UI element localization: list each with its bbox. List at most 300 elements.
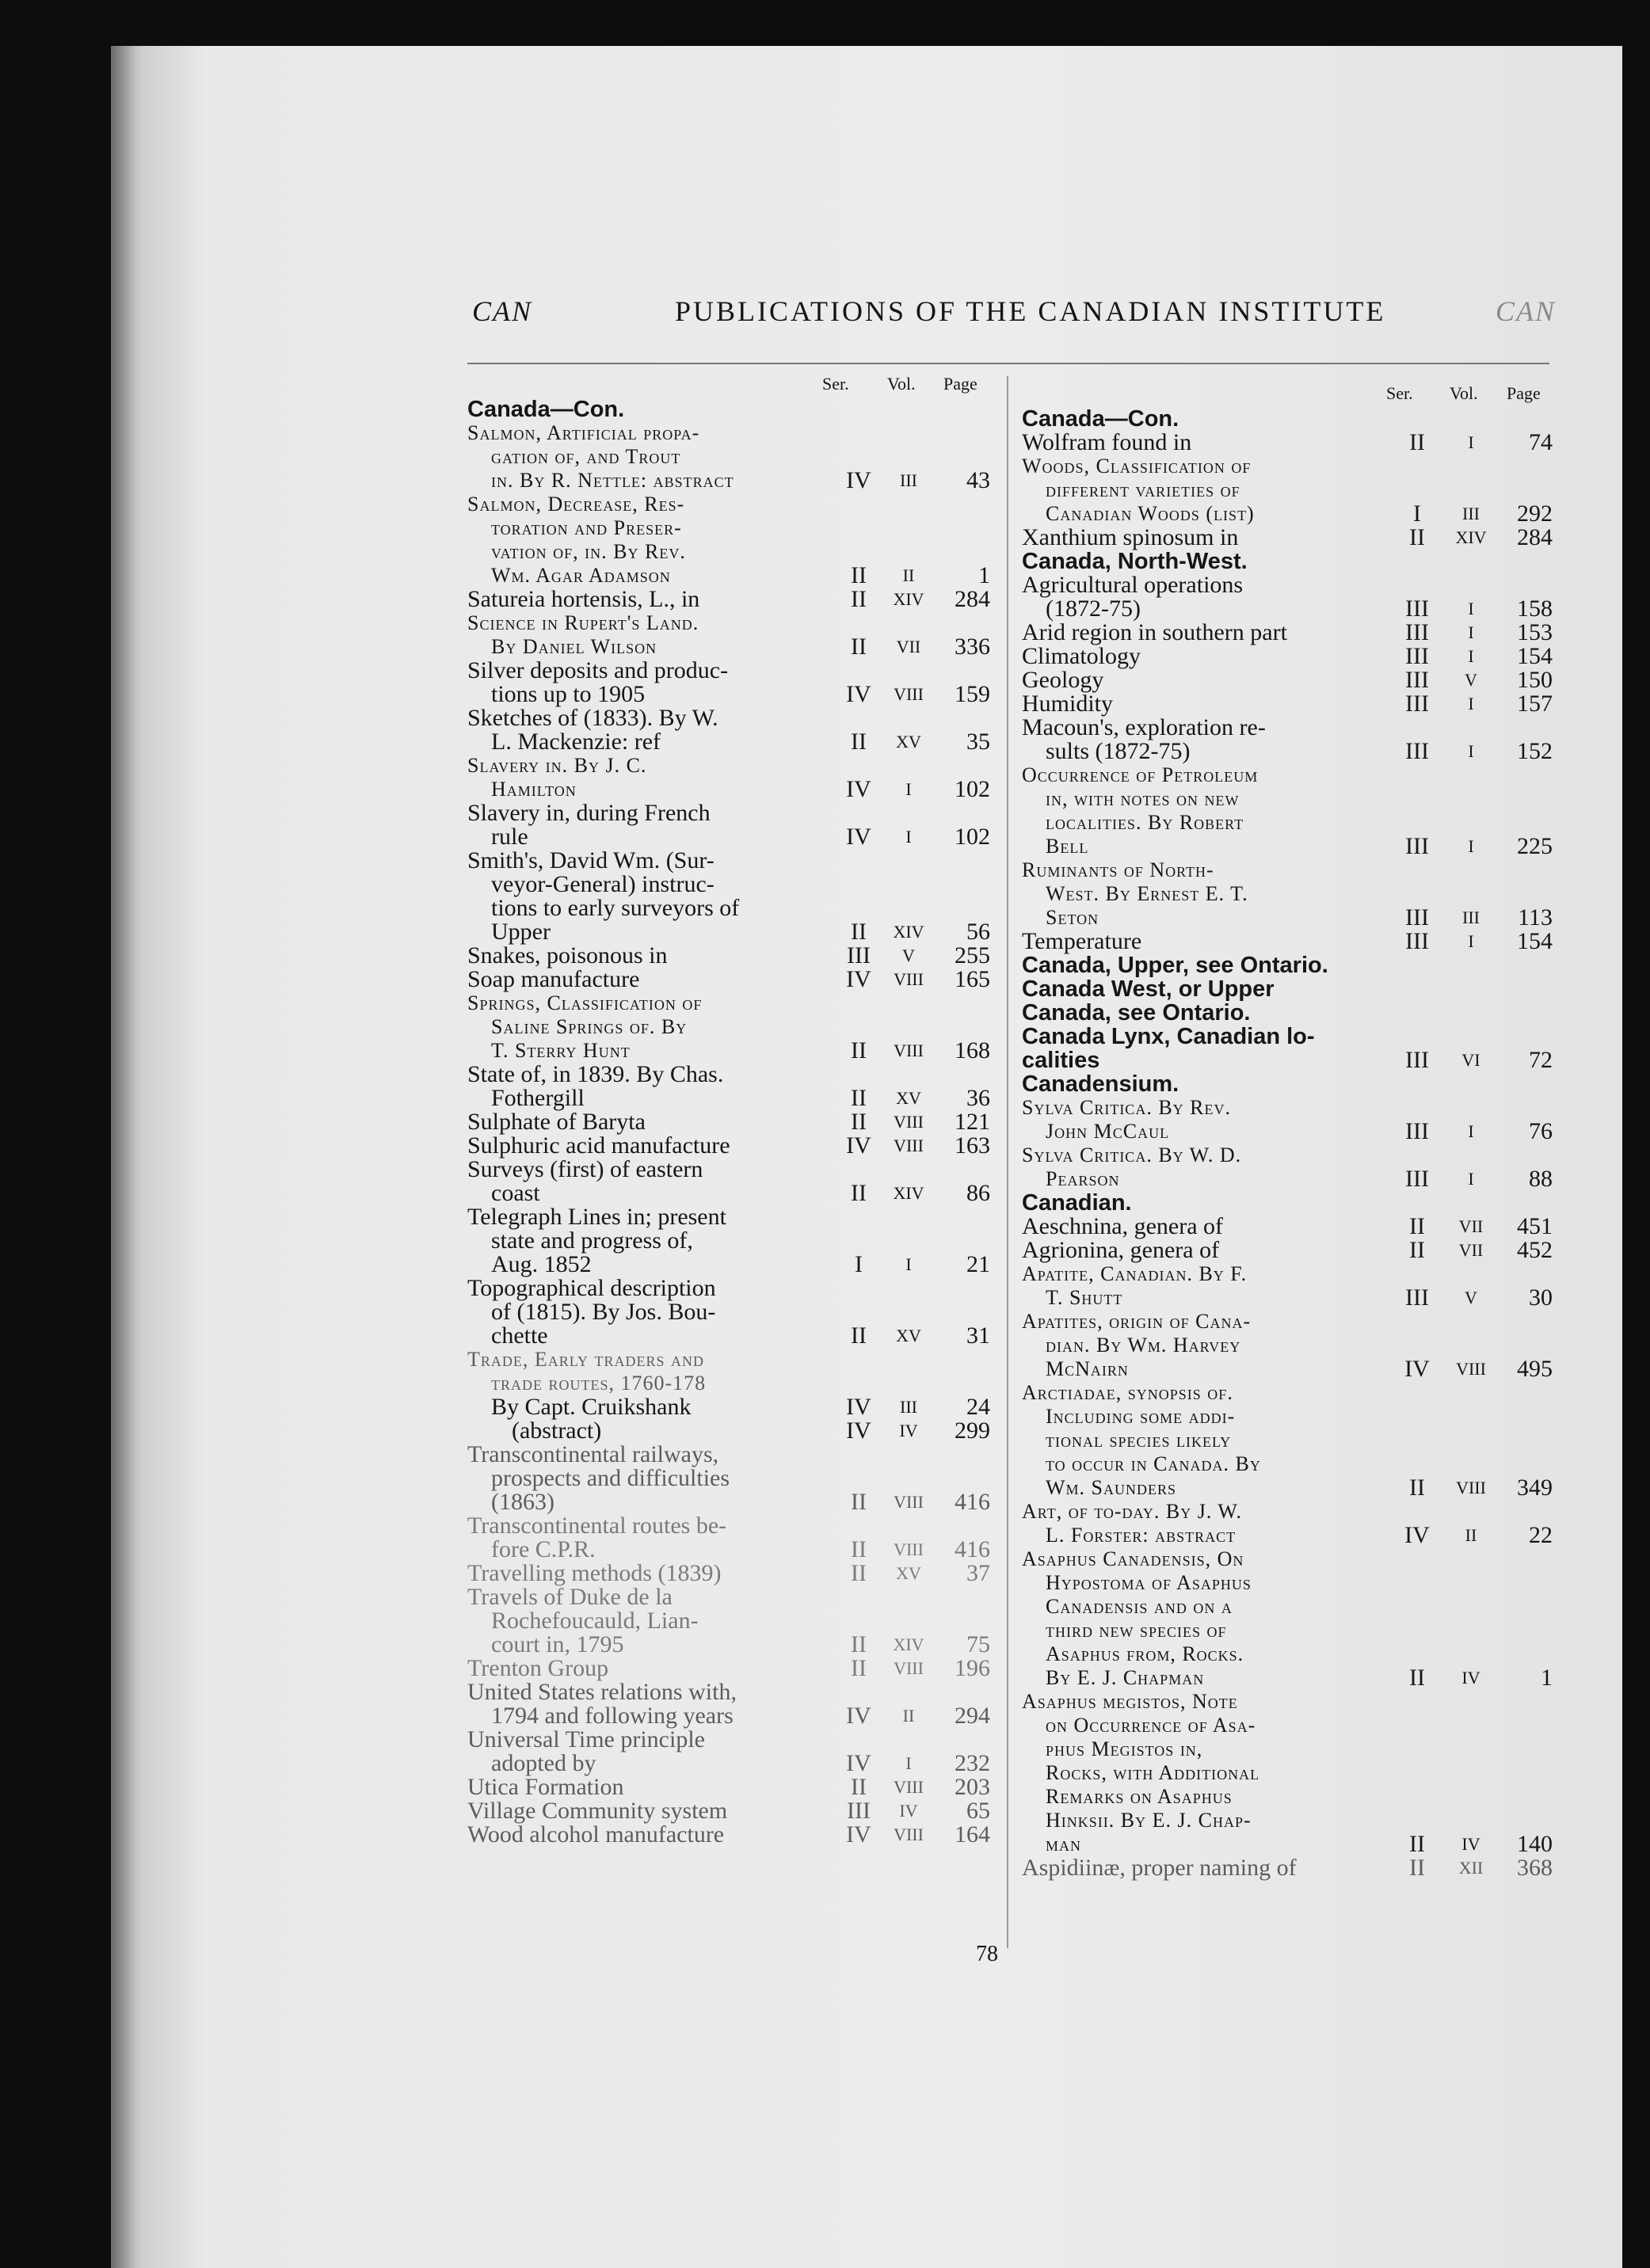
entry-text-line: in, with notes on new	[1046, 787, 1240, 810]
index-entry	[467, 1775, 990, 1799]
entry-text-line: (abstract)	[512, 1418, 602, 1444]
entry-text-line: Silver deposits and produc-	[467, 657, 729, 683]
series-number: II	[851, 1536, 867, 1562]
series-number: III	[1405, 1047, 1429, 1073]
page-reference: 225	[1517, 833, 1553, 859]
series-number: II	[1409, 429, 1425, 455]
vol-header: Vol.	[887, 374, 916, 394]
entry-text-line: Surveys (first) of eastern	[467, 1156, 703, 1182]
entry-text-line: Wm. Agar Adamson	[491, 564, 671, 587]
series-number: II	[851, 729, 867, 755]
entry-text-line: Canadian.	[1022, 1190, 1132, 1216]
page-reference: 121	[955, 1109, 990, 1135]
page-reference: 164	[955, 1821, 990, 1848]
entry-text-line: Wm. Saunders	[1046, 1476, 1177, 1499]
entry-text-line: Geology	[1022, 667, 1104, 693]
entry-text-line: Canada Lynx, Canadian lo-	[1022, 1024, 1315, 1049]
page-reference: 495	[1517, 1356, 1553, 1382]
entry-text-line: trade routes, 1760-178	[491, 1372, 707, 1395]
page-reference: 451	[1517, 1213, 1553, 1239]
page-reference: 165	[955, 966, 990, 992]
entry-text-line: localities. By Robert	[1046, 811, 1244, 834]
index-entry	[467, 1110, 990, 1134]
volume-number: XIV	[893, 589, 924, 609]
index-heading	[1022, 1025, 1551, 1072]
series-number: III	[1405, 1118, 1429, 1144]
entry-text-line: Asaphus megistos, Note	[1022, 1690, 1238, 1713]
series-number: II	[851, 1037, 867, 1064]
index-entry	[1022, 1096, 1551, 1144]
volume-number: VIII	[1456, 1359, 1486, 1379]
page-reference: 157	[1517, 691, 1553, 717]
series-number: IV	[846, 824, 871, 850]
entry-text-line: John McCaul	[1046, 1120, 1170, 1143]
column-divider	[1007, 376, 1008, 1948]
page-header: Page	[1507, 383, 1541, 403]
index-entry	[467, 611, 990, 659]
index-entry	[1022, 455, 1551, 526]
page-reference: 163	[955, 1132, 990, 1159]
entry-text-line: West. By Ernest E. T.	[1046, 882, 1248, 905]
volume-number: VIII	[894, 1825, 924, 1844]
entry-text-line: Ruminants of North-	[1022, 858, 1214, 881]
page-reference: 113	[1518, 904, 1553, 930]
page-reference: 1	[1541, 1665, 1553, 1691]
entry-text-line: Canadian Woods (list)	[1046, 502, 1255, 525]
volume-number: II	[902, 1706, 915, 1726]
entry-text-line: Rochefoucauld, Lian-	[491, 1608, 699, 1634]
entry-text-line: Canada, Upper, see Ontario.	[1022, 953, 1328, 978]
page-reference: 416	[955, 1536, 990, 1562]
page-reference: 336	[955, 634, 990, 660]
entry-text-line: Temperature	[1022, 928, 1142, 954]
volume-number: V	[902, 946, 915, 965]
volume-number: I	[1468, 1121, 1474, 1141]
entry-text-line: state and progress of,	[491, 1227, 693, 1254]
series-number: II	[851, 634, 867, 660]
index-entry	[467, 944, 990, 968]
volume-number: I	[1468, 836, 1474, 856]
entry-text-line: Canada West, or Upper	[1022, 976, 1275, 1002]
entry-text-line: By Daniel Wilson	[491, 635, 657, 658]
page-reference: 292	[1517, 500, 1553, 527]
series-number: IV	[846, 1750, 871, 1776]
volume-number: VIII	[894, 684, 924, 704]
volume-number: I	[1468, 741, 1474, 761]
entry-text-line: Sulphuric acid manufacture	[467, 1132, 730, 1159]
index-entry	[467, 968, 990, 991]
ser-header: Ser.	[822, 374, 849, 394]
volume-number: VIII	[894, 1136, 924, 1155]
entry-text-line: prospects and difficulties	[491, 1465, 730, 1491]
series-number: II	[851, 1655, 867, 1681]
series-number: II	[851, 1180, 867, 1206]
entry-text-line: Canada—Con.	[1022, 406, 1179, 432]
entry-text-line: chette	[491, 1322, 548, 1349]
entry-text-line: Topographical description	[467, 1275, 716, 1301]
page-reference: 168	[955, 1037, 990, 1064]
volume-number: III	[900, 1397, 917, 1417]
entry-text-line: McNairn	[1046, 1357, 1129, 1380]
page-reference: 75	[966, 1631, 990, 1657]
index-entry	[467, 1443, 990, 1514]
index-entry	[467, 1799, 990, 1823]
volume-number: XIV	[893, 1634, 924, 1654]
index-entry	[467, 801, 990, 849]
series-number: II	[1409, 1665, 1425, 1691]
entry-text-line: Hinksii. By E. J. Chap-	[1046, 1809, 1252, 1832]
series-number: II	[851, 1322, 867, 1349]
volume-number: IV	[899, 1421, 918, 1440]
series-number: IV	[846, 966, 871, 992]
page-reference: 299	[955, 1418, 990, 1444]
index-entry	[467, 1205, 990, 1277]
page-reference: 368	[1517, 1855, 1553, 1881]
volume-number: VIII	[894, 1777, 924, 1797]
series-number: III	[847, 942, 871, 968]
index-entry	[1022, 1547, 1551, 1690]
index-entry	[1022, 621, 1551, 645]
entry-text-line: Wolfram found in	[1022, 429, 1192, 455]
volume-number: VII	[1458, 1216, 1484, 1236]
series-number: IV	[846, 681, 871, 707]
entry-text-line: Asaphus from, Rocks.	[1046, 1642, 1244, 1665]
series-number: I	[855, 1251, 863, 1277]
series-number: II	[1409, 1831, 1425, 1857]
page-reference: 255	[955, 942, 990, 968]
left-column-headers	[467, 374, 990, 398]
volume-number: VIII	[894, 1539, 924, 1559]
page-reference: 88	[1529, 1166, 1553, 1192]
entry-text-line: Sylva Critica. By W. D.	[1022, 1144, 1242, 1166]
entry-text-line: Trenton Group	[467, 1655, 609, 1681]
page-reference: 153	[1517, 619, 1553, 645]
entry-text-line: Art, of to-day. By J. W.	[1022, 1500, 1243, 1523]
vol-header: Vol.	[1450, 383, 1478, 403]
page-reference: 152	[1517, 738, 1553, 764]
entry-text-line: Remarks on Asaphus	[1046, 1785, 1233, 1808]
index-entry	[467, 493, 990, 588]
volume-number: I	[905, 1753, 912, 1773]
index-heading	[1022, 953, 1551, 977]
entry-text-line: T. Sterry Hunt	[491, 1039, 631, 1062]
page-binding-edge	[111, 46, 135, 2268]
index-entry	[1022, 763, 1551, 858]
series-number: IV	[846, 1703, 871, 1729]
page-reference: 159	[955, 681, 990, 707]
volume-number: II	[902, 565, 915, 585]
series-number: II	[851, 1085, 867, 1111]
volume-number: IV	[1461, 1834, 1480, 1854]
entry-text-line: Macoun's, exploration re-	[1022, 714, 1266, 740]
entry-text-line: (1872-75)	[1046, 596, 1141, 622]
entry-text-line: in. By R. Nettle: abstract	[491, 469, 734, 492]
index-entry	[467, 991, 990, 1063]
volume-number: XIV	[893, 1183, 924, 1203]
index-entry	[467, 754, 990, 801]
series-number: IV	[846, 1394, 871, 1420]
entry-text-line: Canada, North-West.	[1022, 549, 1248, 574]
index-entry	[467, 421, 990, 493]
entry-text-line: Rocks, with Additional	[1046, 1761, 1260, 1784]
volume-number: VII	[896, 637, 921, 656]
series-number: II	[1409, 1213, 1425, 1239]
entry-text-line: sults (1872-75)	[1046, 738, 1191, 764]
page-reference: 294	[955, 1703, 990, 1729]
entry-text-line: phus Megistos in,	[1046, 1737, 1203, 1760]
entry-text-line: Arctiadae, synopsis of.	[1022, 1381, 1233, 1404]
page-reference: 86	[966, 1180, 990, 1206]
series-number: IV	[846, 776, 871, 802]
index-entry	[467, 1585, 990, 1657]
series-number: IV	[846, 467, 871, 493]
entry-text-line: Apatite, Canadian. By F.	[1022, 1262, 1248, 1285]
index-heading	[1022, 407, 1551, 431]
index-entry	[467, 1514, 990, 1562]
series-number: II	[851, 1631, 867, 1657]
page-reference: 416	[955, 1489, 990, 1515]
entry-text-line: Canadensis and on a	[1046, 1595, 1233, 1618]
page-reference: 150	[1517, 667, 1553, 693]
entry-text-line: Salmon, Decrease, Res-	[467, 493, 685, 516]
index-entry	[467, 1277, 990, 1348]
index-entry	[1022, 1381, 1551, 1500]
volume-number: XIV	[1455, 527, 1487, 547]
header-rule	[467, 363, 1549, 364]
entry-text-line: Satureia hortensis, L., in	[467, 586, 700, 612]
series-number: III	[1405, 1284, 1429, 1311]
entry-text-line: Travelling methods (1839)	[467, 1560, 722, 1586]
index-entry	[1022, 431, 1551, 455]
index-entry	[467, 659, 990, 706]
series-number: IV	[846, 1418, 871, 1444]
volume-number: I	[905, 1254, 912, 1274]
series-number: IV	[846, 1821, 871, 1848]
entry-text-line: Pearson	[1046, 1167, 1120, 1190]
entry-text-line: By Capt. Cruikshank	[491, 1394, 692, 1420]
page-reference: 76	[1529, 1118, 1553, 1144]
entry-text-line: Village Community system	[467, 1798, 728, 1824]
series-number: III	[1405, 833, 1429, 859]
entry-text-line: Smith's, David Wm. (Sur-	[467, 847, 714, 873]
volume-number: VIII	[894, 1492, 924, 1512]
series-number: I	[1413, 500, 1421, 527]
volume-number: II	[1465, 1525, 1477, 1545]
index-entry	[467, 1657, 990, 1680]
entry-text-line: Arid region in southern part	[1022, 619, 1287, 645]
volume-number: I	[1468, 432, 1474, 452]
entry-text-line: Sulphate of Baryta	[467, 1109, 646, 1135]
entry-text-line: Hamilton	[491, 778, 577, 801]
running-header	[0, 295, 1650, 334]
series-number: II	[1409, 1855, 1425, 1881]
series-number: III	[1405, 691, 1429, 717]
volume-number: III	[900, 470, 917, 490]
index-entry	[1022, 930, 1551, 953]
entry-text-line: Travels of Duke de la	[467, 1584, 673, 1610]
page-reference: 30	[1529, 1284, 1553, 1311]
index-entry	[467, 1728, 990, 1775]
entry-text-line: Aug. 1852	[491, 1251, 592, 1277]
volume-number: VIII	[894, 969, 924, 989]
entry-text-line: third new species of	[1046, 1619, 1227, 1642]
page-reference: 232	[955, 1750, 990, 1776]
entry-text-line: vation of, in. By Rev.	[491, 540, 686, 563]
index-entry	[467, 1680, 990, 1728]
series-number: III	[1405, 643, 1429, 669]
index-entry	[1022, 692, 1551, 716]
entry-text-line: Aeschnina, genera of	[1022, 1213, 1224, 1239]
entry-text-line: different varieties of	[1046, 478, 1240, 501]
volume-number: IV	[1461, 1668, 1480, 1688]
volume-number: VII	[1458, 1240, 1484, 1260]
entry-text-line: Universal Time principle	[467, 1726, 705, 1752]
series-number: III	[1405, 667, 1429, 693]
entry-text-line: veyor-General) instruc-	[491, 871, 714, 897]
entry-text-line: Wood alcohol manufacture	[467, 1821, 725, 1848]
entry-text-line: Slavery in. By J. C.	[467, 754, 647, 777]
entry-text-line: Humidity	[1022, 691, 1114, 717]
page-reference: 196	[955, 1655, 990, 1681]
entry-text-line: man	[1046, 1832, 1082, 1855]
index-entry	[1022, 1690, 1551, 1856]
series-number: III	[1405, 738, 1429, 764]
page-number: 78	[976, 1942, 998, 1966]
index-entry	[467, 1348, 990, 1395]
index-entry	[1022, 1239, 1551, 1262]
page-reference: 102	[955, 776, 990, 802]
series-number: II	[1409, 524, 1425, 550]
index-heading	[1022, 1072, 1551, 1096]
volume-number: XV	[896, 1088, 921, 1108]
index-entry	[1022, 1144, 1551, 1191]
volume-number: I	[1468, 646, 1474, 666]
series-number: II	[851, 1489, 867, 1515]
entry-text-line: to occur in Canada. By	[1046, 1452, 1261, 1475]
series-number: II	[851, 919, 867, 945]
volume-number: I	[1468, 599, 1474, 618]
entry-text-line: Trade, Early traders and	[467, 1348, 704, 1371]
index-entry	[1022, 1262, 1551, 1310]
entry-text-line: adopted by	[491, 1750, 596, 1776]
series-number: II	[851, 586, 867, 612]
entry-text-line: Slavery in, during French	[467, 800, 711, 826]
page-reference: 140	[1517, 1831, 1553, 1857]
series-number: III	[1405, 1166, 1429, 1192]
index-entry	[467, 1823, 990, 1847]
index-entry	[467, 1419, 990, 1443]
entry-text-line: Apatites, origin of Cana-	[1022, 1310, 1252, 1333]
entry-text-line: Climatology	[1022, 643, 1141, 669]
page-reference: 154	[1517, 643, 1553, 669]
entry-text-line: Canada—Con.	[467, 397, 625, 422]
right-column	[1022, 383, 1551, 1880]
volume-number: VIII	[894, 1112, 924, 1132]
index-entry	[467, 1134, 990, 1158]
entry-text-line: Science in Rupert's Land.	[467, 611, 699, 634]
series-number: II	[1409, 1237, 1425, 1263]
entry-text-line: tions to early surveyors of	[491, 895, 740, 921]
entry-text-line: Including some addi-	[1046, 1405, 1236, 1428]
entry-text-line: dian. By Wm. Harvey	[1046, 1334, 1241, 1357]
entry-text-line: on Occurrence of Asa-	[1046, 1714, 1256, 1737]
series-number: II	[851, 1560, 867, 1586]
index-entry	[467, 1158, 990, 1205]
entry-text-line: Canada, see Ontario.	[1022, 1000, 1251, 1026]
entry-text-line: (1863)	[491, 1489, 554, 1515]
page-reference: 158	[1517, 596, 1553, 622]
entry-text-line: Bell	[1046, 835, 1089, 858]
index-entry	[1022, 1500, 1551, 1547]
entry-text-line: Sketches of (1833). By W.	[467, 705, 718, 731]
volume-number: I	[1468, 931, 1474, 951]
header-right-guide-word: CAN	[1496, 295, 1557, 327]
index-entry	[1022, 668, 1551, 692]
index-heading	[1022, 977, 1551, 1025]
page-reference: 24	[966, 1394, 990, 1420]
entry-text-line: of (1815). By Jos. Bou-	[491, 1299, 716, 1325]
entry-text-line: Woods, Classification of	[1022, 455, 1252, 478]
page-reference: 56	[966, 919, 990, 945]
volume-number: III	[1462, 504, 1480, 523]
page-reference: 36	[966, 1085, 990, 1111]
entry-text-line: Sylva Critica. By Rev.	[1022, 1096, 1231, 1119]
series-number: IV	[1404, 1356, 1430, 1382]
series-number: IV	[1404, 1522, 1430, 1548]
entry-text-line: Soap manufacture	[467, 966, 640, 992]
entry-text-line: rule	[491, 824, 528, 850]
page-reference: 72	[1529, 1047, 1553, 1073]
page-reference: 349	[1517, 1475, 1553, 1501]
entry-text-line: gation of, and Trout	[491, 445, 681, 468]
page-reference: 154	[1517, 928, 1553, 954]
volume-number: VI	[1461, 1050, 1480, 1070]
entry-text-line: Fothergill	[491, 1085, 585, 1111]
entry-text-line: court in, 1795	[491, 1631, 624, 1657]
entry-text-line: Transcontinental routes be-	[467, 1513, 727, 1539]
series-number: III	[1405, 596, 1429, 622]
index-heading	[1022, 550, 1551, 573]
volume-number: VIII	[894, 1658, 924, 1678]
index-entry	[1022, 1215, 1551, 1239]
index-entry	[1022, 1856, 1551, 1880]
entry-text-line: fore C.P.R.	[491, 1536, 596, 1562]
entry-text-line: tions up to 1905	[491, 681, 646, 707]
volume-number: III	[1462, 908, 1480, 927]
entry-text-line: Telegraph Lines in; present	[467, 1204, 726, 1230]
entry-text-line: Canadensium.	[1022, 1071, 1179, 1097]
entry-text-line: Utica Formation	[467, 1774, 624, 1800]
page-reference: 102	[955, 824, 990, 850]
series-number: II	[1409, 1475, 1425, 1501]
entry-text-line: coast	[491, 1180, 540, 1206]
index-entry	[467, 1562, 990, 1585]
volume-number: V	[1465, 670, 1477, 690]
index-entry	[467, 706, 990, 754]
entry-text-line: Transcontinental railways,	[467, 1441, 719, 1467]
series-number: IV	[846, 1132, 871, 1159]
entry-text-line: State of, in 1839. By Chas.	[467, 1061, 724, 1087]
volume-number: XIV	[893, 922, 924, 942]
series-number: II	[851, 562, 867, 588]
series-number: III	[1405, 928, 1429, 954]
index-entry	[1022, 645, 1551, 668]
entry-text-line: Occurrence of Petroleum	[1022, 763, 1259, 786]
entry-text-line: Salmon, Artificial propa-	[467, 421, 700, 444]
entry-text-line: tional species likely	[1046, 1429, 1232, 1452]
index-entry	[467, 588, 990, 611]
page-reference: 203	[955, 1774, 990, 1800]
